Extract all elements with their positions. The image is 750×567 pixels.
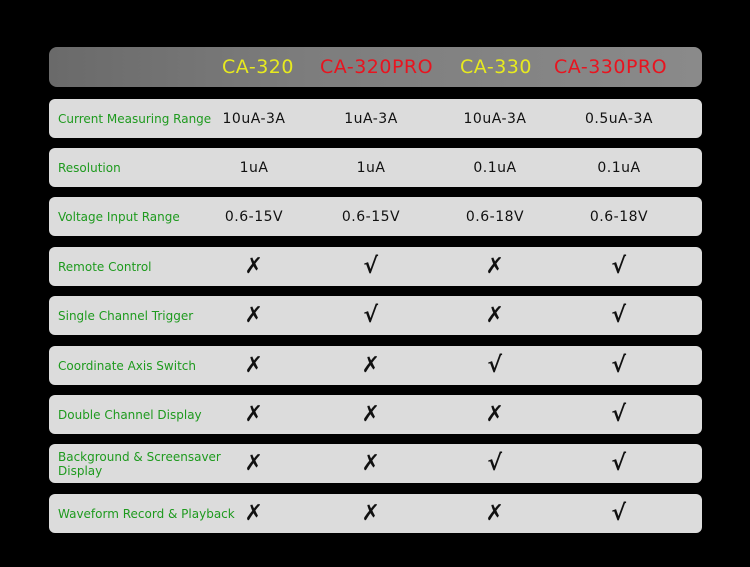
- cross-icon: ✗: [485, 501, 505, 526]
- cross-icon: ✗: [361, 353, 381, 378]
- cell-ca-320: 10uA-3A: [222, 110, 286, 127]
- check-icon: √: [611, 303, 627, 328]
- feature-label: Waveform Record & Playback: [58, 506, 235, 521]
- cell-ca-320pro: 1uA: [356, 159, 386, 176]
- cross-icon: ✗: [361, 501, 381, 526]
- cross-icon: ✗: [244, 353, 264, 378]
- cross-icon: ✗: [485, 303, 505, 328]
- feature-label: Resolution: [58, 160, 121, 175]
- cross-icon: ✗: [244, 254, 264, 279]
- table-row: [49, 395, 702, 434]
- feature-label: Single Channel Trigger: [58, 308, 194, 323]
- model-ca-330: CA-330: [460, 56, 532, 78]
- check-icon: √: [487, 353, 503, 378]
- check-icon: √: [611, 501, 627, 526]
- table-row: [49, 494, 702, 533]
- table-row: [49, 296, 702, 335]
- check-icon: √: [363, 254, 379, 279]
- check-icon: √: [611, 451, 627, 476]
- cell-ca-330pro: 0.6-18V: [589, 208, 649, 225]
- check-icon: √: [611, 353, 627, 378]
- table-row: [49, 247, 702, 286]
- cell-ca-330: 10uA-3A: [463, 110, 527, 127]
- cross-icon: ✗: [244, 303, 264, 328]
- cell-ca-320pro: 0.6-15V: [341, 208, 401, 225]
- cross-icon: ✗: [485, 254, 505, 279]
- cell-ca-330: 0.6-18V: [465, 208, 525, 225]
- model-ca-330pro: CA-330PRO: [554, 56, 668, 78]
- cross-icon: ✗: [244, 451, 264, 476]
- cross-icon: ✗: [361, 402, 381, 427]
- table-row: [49, 99, 702, 138]
- table-row: [49, 197, 702, 236]
- check-icon: √: [611, 402, 627, 427]
- feature-label: Double Channel Display: [58, 407, 202, 422]
- table-row: [49, 444, 702, 483]
- cell-ca-330pro: 0.5uA-3A: [585, 110, 653, 127]
- cross-icon: ✗: [361, 451, 381, 476]
- feature-label: Voltage Input Range: [58, 209, 180, 224]
- cell-ca-320pro: 1uA-3A: [344, 110, 398, 127]
- cell-ca-330: 0.1uA: [473, 159, 517, 176]
- table-row: [49, 346, 702, 385]
- model-ca-320: CA-320: [222, 56, 294, 78]
- feature-label: Coordinate Axis Switch: [58, 358, 196, 373]
- comparison-header: [49, 47, 702, 87]
- cell-ca-320: 1uA: [239, 159, 269, 176]
- feature-label: Background & Screensaver Display: [58, 449, 221, 478]
- cell-ca-320: 0.6-15V: [224, 208, 284, 225]
- cell-ca-330pro: 0.1uA: [597, 159, 641, 176]
- table-row: [49, 148, 702, 187]
- feature-label: Current Measuring Range: [58, 111, 212, 126]
- cross-icon: ✗: [244, 402, 264, 427]
- check-icon: √: [487, 451, 503, 476]
- cross-icon: ✗: [244, 501, 264, 526]
- model-ca-320pro: CA-320PRO: [320, 56, 434, 78]
- cross-icon: ✗: [485, 402, 505, 427]
- check-icon: √: [363, 303, 379, 328]
- feature-label: Remote Control: [58, 259, 152, 274]
- check-icon: √: [611, 254, 627, 279]
